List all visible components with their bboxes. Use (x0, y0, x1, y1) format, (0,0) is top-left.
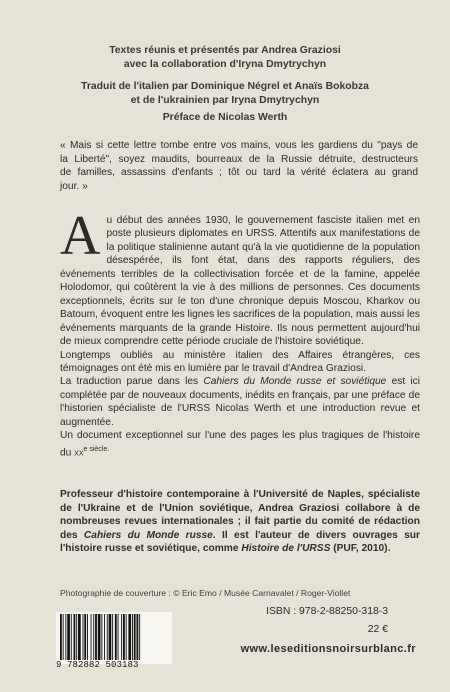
barcode-bar (95, 614, 97, 660)
barcode-bar (121, 614, 122, 660)
blurb-paragraph: Un document exceptionnel sur l'une des pages les plus tragiques de l'histoire du $xx^{e siècle.}$ (60, 430, 420, 459)
price-label: 22 € (367, 624, 388, 635)
publisher-website: www.leseditionsnoirsurblanc.fr (240, 643, 416, 655)
barcode-bar (123, 614, 125, 660)
translator-credits (0, 80, 450, 107)
drop-cap: A (60, 205, 101, 267)
credit-line: avec la collaboration d'Iryna Dmytrychyn (123, 58, 327, 70)
journal-title: Cahiers du Monde russe et soviétique (203, 376, 387, 388)
blurb-paragraph: Au début des années 1930, le gouvernement fasciste italien met en poste plusieurs diplomates en URSS. Attentifs aux manifestations de la politique stalinienne autant qu'à la vie quotidienne de la population désespérée, ils font état, dans des rapports réguliers, des événements terribles de la collectivisation forcée et de la famine, appelée Holodomor, qui coûtèrent la vie à des millions de personnes. Ces documents exceptionnels, écrits sur le ton d'une chronique depuis Moscou, Kharkov ou Batoum, évoquent entre les lignes les sacrifices de la population, mais aussi les événements marquants de la grande Histoire. Ils nous permettent aujourd'hui de mieux comprendre cette période cruciale de l'histoire soviétique. (60, 205, 420, 348)
barcode-bar (87, 614, 88, 660)
credit-line: et de l'ukrainien par Iryna Dmytrychyn (130, 94, 320, 106)
barcode-bar (134, 614, 136, 660)
barcode-bar (93, 614, 94, 660)
barcode-bar (91, 614, 92, 660)
epigraph-quote (60, 139, 418, 193)
barcode-bar (83, 614, 84, 660)
barcode-bar (104, 614, 105, 660)
author-bio: Professeur d'histoire contemporaine à l'Université de Naples, spécialiste de l'Ukraine et de l'Union soviétique, Andrea Graziosi collabore à de nombreuses revues internationales ; il fait partie du comité de rédaction des Cahiers du Monde russe. Il est l'auteur de divers ouvrages sur l'histoire russe et soviétique, comme Histoire de l'URSS (PUF, 2010). (60, 489, 420, 555)
quote-line: « Mais si cette lettre tombe entre vos mains, vous les gardiens du "pays de (60, 140, 418, 151)
barcode-bar (107, 614, 108, 660)
quote-line: de familles, assassins d'enfants ; tôt ou tard la vérité éclatera au grand (60, 167, 418, 179)
barcode-bar (65, 614, 66, 660)
barcode-bar (98, 614, 101, 660)
barcode-digits: 9 782882 503183 (56, 660, 139, 670)
preface-credit (0, 111, 450, 125)
barcode-bar (101, 614, 102, 660)
barcode-bars (56, 612, 172, 662)
barcode-bar (74, 614, 76, 660)
barcode-bar (118, 614, 119, 660)
editor-credits (0, 44, 450, 71)
barcode-bar (139, 614, 140, 660)
barcode-bar (67, 614, 70, 660)
barcode-bar (76, 614, 77, 660)
blurb-text (60, 205, 420, 460)
barcode-bar (137, 614, 139, 660)
credit-line: Préface de Nicolas Werth (162, 112, 288, 123)
blurb-paragraph: La traduction parue dans les Cahiers du Monde russe et soviétique est ici complétée par de nouveaux documents, inédits en français, par une préface de l'historien spécialiste de l'URSS Nicolas Werth et une introduction revue et augmentée. (60, 376, 420, 428)
barcode-bar (112, 614, 113, 660)
barcode-bar (71, 614, 72, 660)
barcode-bar (126, 614, 127, 660)
barcode-bar (84, 614, 86, 660)
barcode-icon (56, 612, 172, 664)
isbn-label: ISBN : 978-2-88250-318-3 (266, 606, 388, 617)
credit-line: Textes réunis et présentés par Andrea Graziosi (109, 45, 341, 56)
barcode-bar (109, 614, 112, 660)
quote-line: jour. » (60, 180, 88, 192)
barcode-bar (78, 614, 81, 660)
quote-line: la Liberté", soyez maudits, bourreaux de la Russie détruite, destructeurs (60, 153, 418, 165)
credit-line: Traduit de l'italien par Dominique Négrel et Anaïs Bokobza (81, 81, 369, 92)
barcode-bar (132, 614, 133, 660)
barcode-bar (128, 614, 131, 660)
photo-credit: Photographie de couverture : © Eric Emo / Musée Carnavalet / Roger-Viollet (60, 588, 351, 598)
century-numeral: xx (74, 447, 84, 459)
barcode-bar (63, 614, 64, 660)
blurb-paragraph: Longtemps oubliés au ministère italien des Affaires étrangères, ces témoignages ont été mis en lumière par le travail d'Andrea Graziosi. (60, 349, 420, 374)
barcode-bar (115, 614, 117, 660)
barcode-bar (60, 614, 62, 660)
